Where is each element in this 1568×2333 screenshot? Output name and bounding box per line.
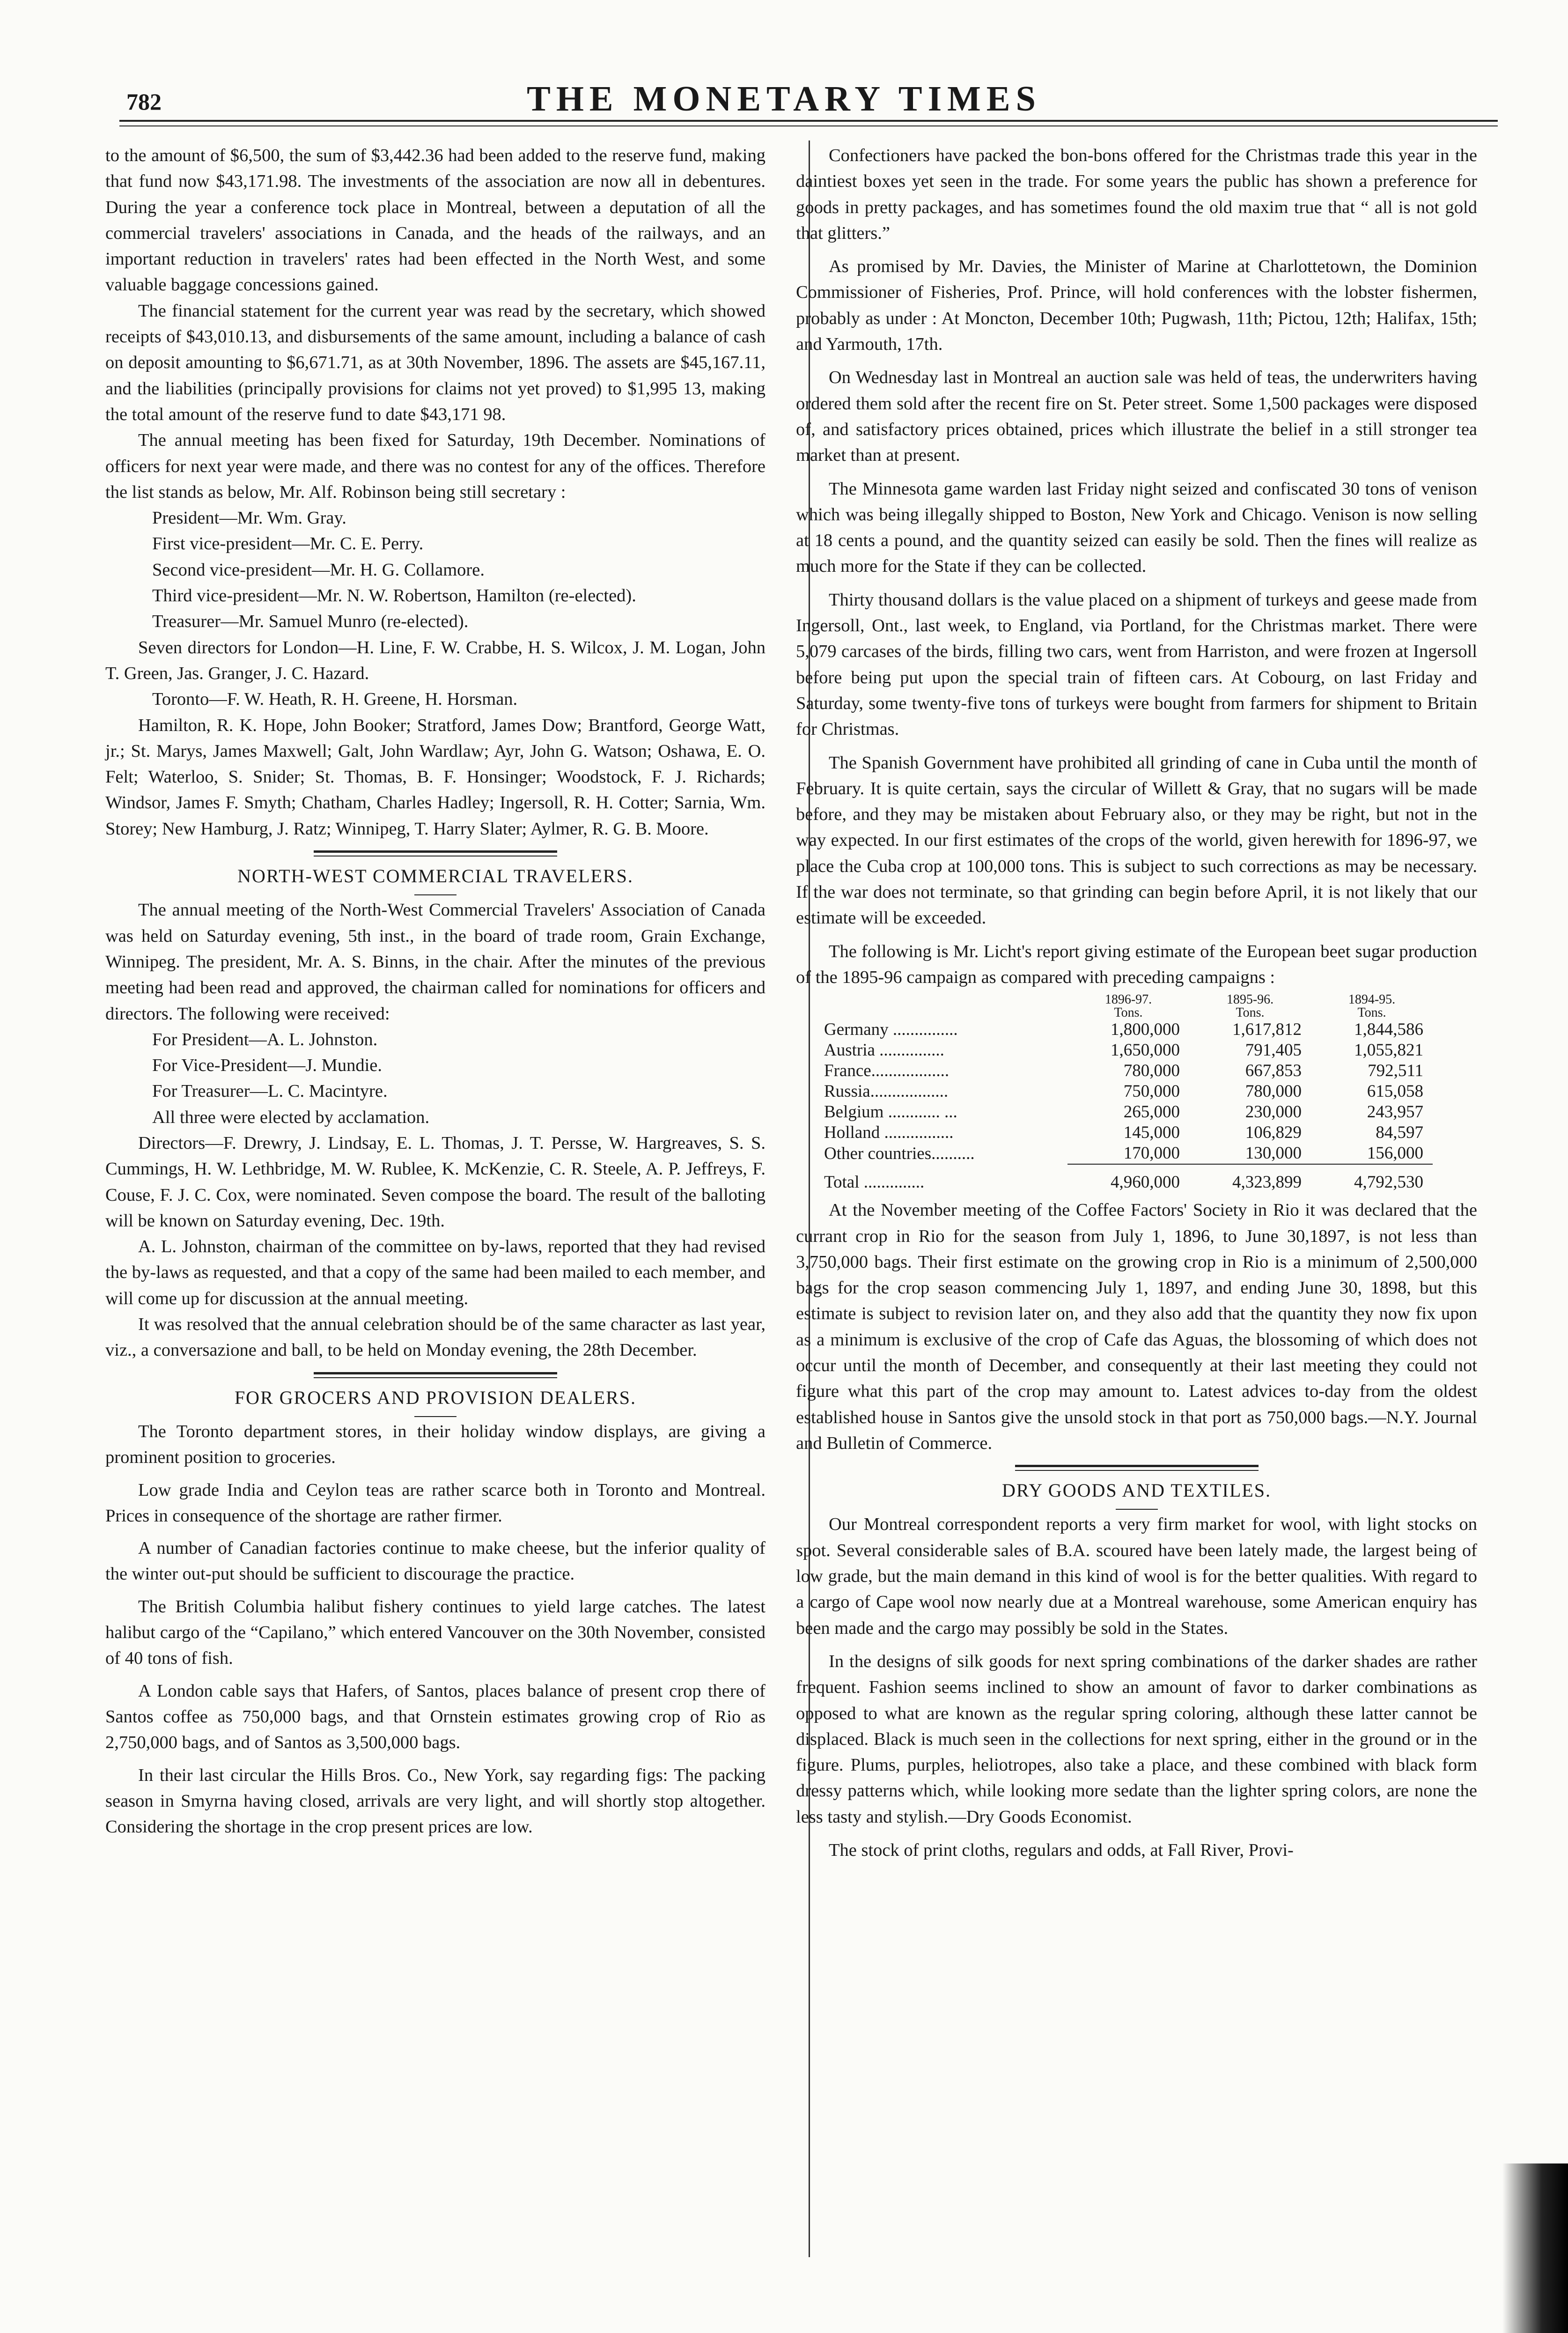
row-label: Russia.................. bbox=[824, 1082, 949, 1101]
table-cell: 230,000 bbox=[1245, 1102, 1302, 1122]
page-number: 782 bbox=[126, 89, 162, 115]
directors-london: Seven directors for London—H. Line, F. W. Crabbe, H. S. Wilcox, J. M. Logan, John T. Green, Jas. Granger, J. C. Hazard. bbox=[105, 637, 766, 683]
column-header: 1895-96. Tons. bbox=[1226, 992, 1274, 1020]
table-cell: 145,000 bbox=[1123, 1123, 1180, 1143]
paragraph: At the November meeting of the Coffee Factors' Society in Rio it was declared that the currant crop in Rio for the season from July 1, 1896, to June 30,1897, is not less than 3,750,000 bags. Their first estimate on the growing crop in Rio is a minimum of 2,500,000 bags for the crop season commencing July 1, 1897, and ending June 30, 1898, but this estimate is subject to revision later on, and they also add that the quantity they now fix upon as a minimum is exclusive of the crop of Cafe das Aguas, the blossoming of which does not occur until the month of December, and consequently at their last meeting they could not figure what this part of the crop may amount to. Latest advices to-day from the oldest established house in Santos give the unsold stock in that port as 750,000 bags.—N.Y. Journal and Bulletin of Commerce. bbox=[796, 1200, 1477, 1453]
table-cell: 1,617,812 bbox=[1232, 1020, 1302, 1040]
paragraph: The Spanish Government have prohibited all grinding of cane in Cuba until the month of February. It is quite certain, says the circular of Willett & Gray, that no sugars will be made before, and they may be mistaken about February also, or they may be right, but not in the way expected. In our first estimates of the crops of the world, given herewith for 1896-97, we place the Cuba crop at 100,000 tons. This is subject to such corrections as may be necessary. If the war does not terminate, so that grinding can begin before April, it is not likely that our estimate will be exceeded. bbox=[796, 753, 1477, 928]
paragraph: to the amount of $6,500, the sum of $3,442.36 had been added to the reserve fund, making that fund now $43,171.98. The investments of the association are now all in debentures. During the year a conference tock place in Montreal, between a deputation of all the commercial travelers' associations in Canada, and the heads of the railways, and an important reduction in travelers' rates had been effected in the North West, and some valuable baggage concessions gained. bbox=[105, 146, 766, 295]
table-total-row bbox=[824, 1164, 1433, 1193]
paragraph: It was resolved that the annual celebration should be of the same character as last year, viz., a conversazione and ball, to be held on Monday evening, the 28th December. bbox=[105, 1314, 766, 1360]
toronto-line: Toronto—F. W. Heath, R. H. Greene, H. Horsman. bbox=[152, 689, 518, 709]
row-label: Other countries.......... bbox=[824, 1144, 975, 1163]
table-cell: 750,000 bbox=[1123, 1082, 1180, 1101]
paragraph: Thirty thousand dollars is the value placed on a shipment of turkeys and geese made from Ingersoll, Ont., last week, to England, via Portland, for the Christmas market. There were 5,079 carcases of the birds, filling two cars, went from Harriston, and were frozen at Ingersoll before being put upon the special train of fifteen cars. At Cobourg, on last Friday and Saturday, some twenty-five tons of turkeys were bought from farmers for shipment to Britain for Christmas. bbox=[796, 590, 1477, 739]
table-cell: 4,960,000 bbox=[1067, 1164, 1189, 1193]
row-label: Holland ................ bbox=[824, 1123, 954, 1143]
heading-rule bbox=[1116, 1509, 1158, 1510]
paragraph: A London cable says that Hafers, of Santos, places balance of present crop there of Santos coffee as 750,000 bags, and that Ornstein estimates growing crop of Rio as 2,750,000 bags, and of Santos as 3,500,000 bags. bbox=[105, 1681, 766, 1753]
table-cell: 792,511 bbox=[1368, 1061, 1423, 1081]
table-cell: 84,597 bbox=[1376, 1123, 1423, 1143]
left-column bbox=[105, 143, 766, 1840]
officer-line: Third vice-president—Mr. N. W. Robertson, Hamilton (re-elected). bbox=[152, 586, 636, 606]
table-cell: 780,000 bbox=[1245, 1082, 1302, 1101]
table-cell: 791,405 bbox=[1245, 1041, 1302, 1060]
paragraph: The British Columbia halibut fishery continues to yield large catches. The latest halibut cargo of the “Capilano,” which entered Vancouver on the 30th November, consisted of 40 tons of fish. bbox=[105, 1596, 766, 1669]
row-label: France.................. bbox=[824, 1061, 950, 1081]
column-header: 1896-97. Tons. bbox=[1104, 992, 1152, 1020]
table-row bbox=[824, 1081, 1433, 1102]
paragraph: A number of Canadian factories continue to make cheese, but the inferior quality of the winter out-put should be sufficient to discourage the practice. bbox=[105, 1538, 766, 1584]
paragraph: As promised by Mr. Davies, the Minister of Marine at Charlottetown, the Dominion Commissioner of Fisheries, Prof. Prince, will hold conferences with the lobster fishermen, probably as under : At Moncton, December 10th; Pugwash, 11th; Pictou, 12th; Halifax, 15th; and Yarmouth, 17th. bbox=[796, 257, 1477, 354]
paragraph: The financial statement for the current year was read by the secretary, which showed receipts of $43,010.13, and disbursements of the same amount, including a balance of cash on deposit amounting to $6,671.71, as at 30th November, 1896. The assets are $45,167.11, and the liabilities (principally provisions for claims not yet proved) to $1,995 13, making the total amount of the reserve fund to date $43,171 98. bbox=[105, 301, 766, 424]
paragraph: The annual meeting of the North-West Commercial Travelers' Association of Canada was held on Saturday evening, 5th inst., in the board of trade room, Grain Exchange, Winnipeg. The president, Mr. A. S. Binns, in the chair. After the minutes of the previous meeting had been read and approved, the chairman called for nominations for officers and directors. The following were received: bbox=[105, 900, 766, 1024]
table-row bbox=[824, 1019, 1433, 1040]
table-row bbox=[824, 1122, 1433, 1143]
table-cell: 1,844,586 bbox=[1354, 1020, 1423, 1040]
paragraph: The Toronto department stores, in their holiday window displays, are giving a prominent position to groceries. bbox=[105, 1421, 766, 1468]
table-cell: 170,000 bbox=[1123, 1144, 1180, 1163]
row-label: Total .............. bbox=[824, 1172, 925, 1192]
row-label: Austria ............... bbox=[824, 1041, 944, 1060]
table-cell: 156,000 bbox=[1367, 1144, 1423, 1163]
paragraph: Directors—F. Drewry, J. Lindsay, E. L. Thomas, J. T. Persse, W. Hargreaves, S. S. Cummings, H. W. Lethbridge, M. W. Rublee, K. McKenzie, C. R. Steele, A. P. Jeffreys, F. Couse, F. J. C. Cox, were nominated. Seven compose the board. The result of the balloting will be known on Saturday evening, Dec. 19th. bbox=[105, 1133, 766, 1231]
officer-line: Second vice-president—Mr. H. G. Collamore. bbox=[152, 560, 485, 580]
table-cell: 615,058 bbox=[1367, 1082, 1423, 1101]
table-row bbox=[824, 1143, 1433, 1164]
table-row bbox=[824, 1040, 1433, 1061]
paragraph: Confectioners have packed the bon-bons offered for the Christmas trade this year in the daintiest boxes yet seen in the trade. For some years the public has shown a preference for goods in pretty packages, and has sometimes found the old maxim true that “ all is not gold that glitters.” bbox=[796, 146, 1477, 243]
officer-line: Treasurer—Mr. Samuel Munro (re-elected). bbox=[152, 612, 469, 632]
paragraph: On Wednesday last in Montreal an auction sale was held of teas, the underwriters having ordered them sold after the recent fire on St. Peter street. Some 1,500 packages were disposed of, and satisfactory prices obtained, prices which illustrate the belief in a still stronger tea market than at present. bbox=[796, 368, 1477, 465]
page-header bbox=[0, 0, 1568, 140]
section-separator bbox=[1015, 1465, 1259, 1471]
section-separator bbox=[314, 1372, 557, 1378]
table-cell: 1,650,000 bbox=[1111, 1041, 1180, 1060]
table-row bbox=[824, 1061, 1433, 1081]
table-cell: 4,323,899 bbox=[1189, 1164, 1311, 1193]
branch-directors: Hamilton, R. K. Hope, John Booker; Stratford, James Dow; Brantford, George Watt, jr.; St. Marys, James Maxwell; Galt, John Wardlaw; Ayr, John G. Watson; Oshawa, E. O. Felt; Waterloo, S. Snider; St. Thomas, B. F. Honsinger; Woodstock, F. J. Richards; Windsor, James F. Smyth; Chatham, Charles Hadley; Ingersoll, R. H. Cotter; Sarnia, Wm. Storey; New Hamburg, J. Ratz; Winnipeg, T. Harry Slater; Aylmer, R. G. B. Moore. bbox=[105, 715, 766, 839]
paragraph: Low grade India and Ceylon teas are rather scarce both in Toronto and Montreal. Prices in consequence of the shortage are rather firmer. bbox=[105, 1480, 766, 1526]
officer-line: President—Mr. Wm. Gray. bbox=[152, 508, 346, 528]
header-rule bbox=[119, 120, 1498, 122]
paragraph: Our Montreal correspondent reports a very firm market for wool, with light stocks on spot. Several considerable sales of B.A. scoured have been lately made, the largest being of low grade, but the main demand in this kind of wool is for the better qualities. With regard to a cargo of Cape wool now nearly due at a Montreal warehouse, some American enquiry has been made and the cargo may possibly be sold in the States. bbox=[796, 1514, 1477, 1638]
row-label: Belgium ............ ... bbox=[824, 1102, 957, 1122]
heading-rule bbox=[414, 894, 456, 895]
beet-sugar-table bbox=[824, 993, 1433, 1193]
table-cell: 1,055,821 bbox=[1354, 1041, 1423, 1060]
column-header: 1894-95. Tons. bbox=[1348, 992, 1396, 1020]
table-cell: 130,000 bbox=[1245, 1144, 1302, 1163]
table-body bbox=[824, 1019, 1433, 1164]
paragraph: The annual meeting has been fixed for Saturday, 19th December. Nominations of officers for next year were made, and there was no contest for any of the offices. Therefore the list stands as below, Mr. Alf. Robinson being still secretary : bbox=[105, 430, 766, 502]
table-cell: 1,800,000 bbox=[1111, 1020, 1180, 1040]
section-separator bbox=[314, 850, 557, 856]
table-cell: 667,853 bbox=[1245, 1061, 1302, 1081]
table-cell: 243,957 bbox=[1367, 1102, 1423, 1122]
paragraph: The Minnesota game warden last Friday night seized and confiscated 30 tons of venison which was being illegally shipped to Boston, New York and Chicago. Venison is now selling at 18 cents a pound, and the quantity seized can easily be sold. Then the fines will realize as much more for the State if they can be collected. bbox=[796, 479, 1477, 576]
table-row bbox=[824, 1102, 1433, 1122]
heading-rule bbox=[414, 1416, 456, 1417]
section-heading: NORTH-WEST COMMERCIAL TRAVELERS. bbox=[237, 865, 633, 887]
section-heading: FOR GROCERS AND PROVISION DEALERS. bbox=[234, 1387, 637, 1408]
table-cell: 265,000 bbox=[1123, 1102, 1180, 1122]
table-header-row bbox=[824, 993, 1433, 1019]
paragraph: A. L. Johnston, chairman of the committee on by-laws, reported that they had revised the by-laws as requested, and that a copy of the same had been mailed to each member, and will come up for discussion at the annual meeting. bbox=[105, 1237, 766, 1308]
section-heading: DRY GOODS AND TEXTILES. bbox=[1002, 1480, 1271, 1501]
table-cell: 4,792,530 bbox=[1311, 1164, 1433, 1193]
right-column bbox=[796, 143, 1477, 1863]
nomination-line: For Vice-President—J. Mundie. bbox=[152, 1056, 383, 1076]
page-edge-shadow bbox=[1502, 2163, 1568, 2333]
officer-line: First vice-president—Mr. C. E. Perry. bbox=[152, 534, 424, 554]
nomination-line: For President—A. L. Johnston. bbox=[152, 1029, 378, 1049]
paragraph: The stock of print cloths, regulars and odds, at Fall River, Provi- bbox=[829, 1840, 1294, 1860]
table-cell: 780,000 bbox=[1123, 1061, 1180, 1081]
paragraph: In their last circular the Hills Bros. Co., New York, say regarding figs: The packing season in Smyrna having closed, arrivals are very light, and will shortly stop altogether. Considering the shortage in the crop present prices are low. bbox=[105, 1765, 766, 1837]
paragraph: In the designs of silk goods for next spring combinations of the darker shades are rather frequent. Fashion seems inclined to show an amount of favor to darker combinations as opposed to what are known as the regular spring coloring, although these latter cannot be displaced. Black is much seen in the collections for next spring, either in the ground or in the figure. Plums, purples, heliotropes, also take a place, and these combined with black form dressy patterns which, while looking more sedate than the lighter spring colors, are none the less tasty and stylish.—Dry Goods Economist. bbox=[796, 1651, 1477, 1827]
row-label: Germany ............... bbox=[824, 1020, 958, 1040]
masthead: THE MONETARY TIMES bbox=[527, 79, 1041, 118]
nomination-line: All three were elected by acclamation. bbox=[152, 1107, 430, 1127]
nomination-line: For Treasurer—L. C. Macintyre. bbox=[152, 1081, 388, 1101]
paragraph: The following is Mr. Licht's report giving estimate of the European beet sugar production of the 1895-96 campaign as compared with preceding campaigns : bbox=[796, 941, 1477, 987]
table-cell: 106,829 bbox=[1245, 1123, 1302, 1143]
